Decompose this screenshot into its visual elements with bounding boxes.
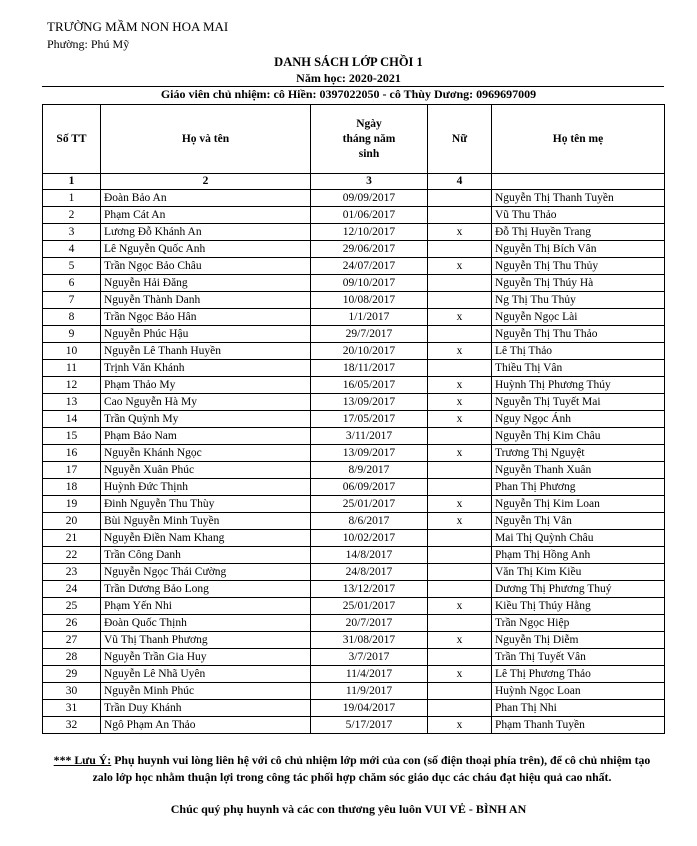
row-number: 17 [43,462,101,479]
row-number: 15 [43,428,101,445]
date-of-birth: 06/09/2017 [311,479,428,496]
date-of-birth: 13/09/2017 [311,445,428,462]
date-of-birth: 3/11/2017 [311,428,428,445]
column-number: 3 [311,174,428,190]
header-stt: Số TT [43,105,101,174]
student-name: Đoàn Bảo An [101,190,311,207]
note-label: *** Lưu Ý: [53,753,112,767]
table-row [43,292,665,309]
female-mark: x [428,717,492,734]
table-row [43,224,665,241]
student-name: Nguyễn Phúc Hậu [101,326,311,343]
table-row [43,683,665,700]
female-mark [428,479,492,496]
student-name: Trần Ngọc Bảo Châu [101,258,311,275]
student-name: Nguyễn Khánh Ngọc [101,445,311,462]
female-mark: x [428,445,492,462]
student-name: Nguyễn Lê Nhã Uyên [101,666,311,683]
row-number: 7 [43,292,101,309]
mother-name: Dương Thị Phương Thuý [492,581,665,598]
mother-name: Huỳnh Ngọc Loan [492,683,665,700]
column-number-row [43,174,665,190]
date-of-birth: 16/05/2017 [311,377,428,394]
school-name: TRƯỜNG MẦM NON HOA MAI [47,19,229,34]
mother-name: Đỗ Thị Huyền Trang [492,224,665,241]
student-name: Trần Dương Bảo Long [101,581,311,598]
date-of-birth: 09/09/2017 [311,190,428,207]
date-of-birth: 31/08/2017 [311,632,428,649]
female-mark [428,207,492,224]
table-row [43,377,665,394]
table-row [43,581,665,598]
date-of-birth: 12/10/2017 [311,224,428,241]
table-row [43,547,665,564]
table-row [43,343,665,360]
row-number: 22 [43,547,101,564]
row-number: 19 [43,496,101,513]
student-name: Trịnh Văn Khánh [101,360,311,377]
mother-name: Phan Thị Phương [492,479,665,496]
row-number: 13 [43,394,101,411]
mother-name: Huỳnh Thị Phương Thúy [492,377,665,394]
column-number [492,174,665,190]
row-number: 14 [43,411,101,428]
student-name: Nguyễn Hải Đăng [101,275,311,292]
student-name: Cao Nguyễn Hà My [101,394,311,411]
mother-name: Kiều Thị Thúy Hằng [492,598,665,615]
female-mark: x [428,666,492,683]
date-of-birth: 10/02/2017 [311,530,428,547]
table-row [43,326,665,343]
date-of-birth: 24/07/2017 [311,258,428,275]
table-row [43,411,665,428]
student-name: Ngô Phạm An Thảo [101,717,311,734]
female-mark [428,360,492,377]
column-number: 1 [43,174,101,190]
female-mark: x [428,258,492,275]
table-row [43,632,665,649]
closing-message: Chúc quý phụ huynh và các con thương yêu luôn VUI VẺ - BÌNH AN [170,802,527,816]
date-of-birth: 17/05/2017 [311,411,428,428]
mother-name: Lê Thị Thảo [492,343,665,360]
student-name: Trần Quỳnh My [101,411,311,428]
female-mark [428,292,492,309]
student-name: Đinh Nguyễn Thu Thùy [101,496,311,513]
female-mark [428,462,492,479]
student-name: Vũ Thị Thanh Phương [101,632,311,649]
row-number: 10 [43,343,101,360]
row-number: 32 [43,717,101,734]
female-mark: x [428,496,492,513]
female-mark: x [428,224,492,241]
female-mark: x [428,513,492,530]
row-number: 18 [43,479,101,496]
table-row [43,615,665,632]
table-row [43,598,665,615]
row-number: 12 [43,377,101,394]
header-mother-name: Họ tên mẹ [492,105,665,174]
table-row [43,445,665,462]
female-mark [428,547,492,564]
female-mark [428,326,492,343]
student-name: Nguyễn Ngọc Thái Cường [101,564,311,581]
female-mark [428,700,492,717]
column-number: 2 [101,174,311,190]
header-female: Nữ [428,105,492,174]
mother-name: Lê Thị Phương Thảo [492,666,665,683]
student-name: Trần Duy Khánh [101,700,311,717]
student-name: Nguyễn Thành Danh [101,292,311,309]
female-mark [428,683,492,700]
mother-name: Phan Thị Nhi [492,700,665,717]
class-list-table [42,104,665,734]
student-name: Phạm Thảo My [101,377,311,394]
student-name: Trần Công Danh [101,547,311,564]
row-number: 6 [43,275,101,292]
female-mark: x [428,309,492,326]
student-name: Huỳnh Đức Thịnh [101,479,311,496]
row-number: 26 [43,615,101,632]
mother-name: Nguyễn Thị Tuyết Mai [492,394,665,411]
mother-name: Nguyễn Thị Diễm [492,632,665,649]
date-of-birth: 25/01/2017 [311,598,428,615]
table-row [43,207,665,224]
mother-name: Nguyễn Thanh Xuân [492,462,665,479]
row-number: 16 [43,445,101,462]
student-name: Bùi Nguyễn Minh Tuyền [101,513,311,530]
row-number: 27 [43,632,101,649]
school-year: Năm học: 2020-2021 [296,71,401,85]
date-of-birth: 14/8/2017 [311,547,428,564]
mother-name: Ng Thị Thu Thủy [492,292,665,309]
table-row [43,530,665,547]
homeroom-teacher: Giáo viên chủ nhiệm: cô Hiền: 0397022050 - cô Thùy Dương: 0969697009 [160,87,537,101]
student-name: Nguyễn Trần Gia Huy [101,649,311,666]
date-of-birth: 13/12/2017 [311,581,428,598]
date-of-birth: 10/08/2017 [311,292,428,309]
female-mark: x [428,632,492,649]
date-of-birth: 01/06/2017 [311,207,428,224]
mother-name: Trần Ngọc Hiệp [492,615,665,632]
mother-name: Thiều Thị Vân [492,360,665,377]
mother-name: Nguyễn Thị Kim Loan [492,496,665,513]
date-of-birth: 20/10/2017 [311,343,428,360]
table-row [43,360,665,377]
mother-name: Phạm Thị Hồng Anh [492,547,665,564]
date-of-birth: 8/9/2017 [311,462,428,479]
row-number: 2 [43,207,101,224]
female-mark [428,190,492,207]
female-mark: x [428,394,492,411]
table-row [43,479,665,496]
date-of-birth: 19/04/2017 [311,700,428,717]
row-number: 5 [43,258,101,275]
mother-name: Nguyễn Thị Bích Vân [492,241,665,258]
date-of-birth: 13/09/2017 [311,394,428,411]
female-mark [428,615,492,632]
female-mark [428,428,492,445]
row-number: 23 [43,564,101,581]
mother-name: Nguyễn Ngọc Lài [492,309,665,326]
student-name: Phạm Bảo Nam [101,428,311,445]
table-row [43,309,665,326]
date-of-birth: 20/7/2017 [311,615,428,632]
female-mark [428,241,492,258]
table-row [43,394,665,411]
date-of-birth: 11/9/2017 [311,683,428,700]
table-row [43,428,665,445]
table-row [43,241,665,258]
mother-name: Nguyễn Thị Kim Châu [492,428,665,445]
table-header-row [43,105,665,174]
table-row [43,513,665,530]
student-name: Phạm Yến Nhi [101,598,311,615]
table-row [43,275,665,292]
date-of-birth: 8/6/2017 [311,513,428,530]
mother-name: Mai Thị Quỳnh Châu [492,530,665,547]
female-mark: x [428,598,492,615]
header-dob: Ngày tháng năm sinh [311,105,428,174]
row-number: 29 [43,666,101,683]
table-row [43,190,665,207]
mother-name: Nguyễn Thị Thu Thảo [492,326,665,343]
row-number: 31 [43,700,101,717]
student-name: Trần Ngọc Bảo Hân [101,309,311,326]
row-number: 11 [43,360,101,377]
student-name: Lương Đỗ Khánh An [101,224,311,241]
date-of-birth: 29/06/2017 [311,241,428,258]
date-of-birth: 18/11/2017 [311,360,428,377]
row-number: 30 [43,683,101,700]
mother-name: Phạm Thanh Tuyền [492,717,665,734]
table-row [43,496,665,513]
mother-name: Nguy Ngọc Ánh [492,411,665,428]
female-mark [428,564,492,581]
student-name: Đoàn Quốc Thịnh [101,615,311,632]
note-text: Phụ huynh vui lòng liên hệ với cô chủ nhiệm lớp mới của con (số điện thoại phía trên), để cô chủ nhiệm tạo zalo lớp học nhằm thuận lợi trong công tác phối hợp chăm sóc giáo dục các cháu đạt hiệu quả cao nhất. [92,753,651,784]
table-row [43,649,665,666]
row-number: 1 [43,190,101,207]
row-number: 3 [43,224,101,241]
female-mark [428,581,492,598]
mother-name: Trương Thị Nguyệt [492,445,665,462]
row-number: 9 [43,326,101,343]
female-mark [428,275,492,292]
row-number: 20 [43,513,101,530]
student-name: Nguyễn Minh Phúc [101,683,311,700]
table-body [43,190,665,734]
mother-name: Nguyễn Thị Thanh Tuyền [492,190,665,207]
mother-name: Trần Thị Tuyết Vân [492,649,665,666]
header-full-name: Họ và tên [101,105,311,174]
table-row [43,564,665,581]
row-number: 4 [43,241,101,258]
date-of-birth: 29/7/2017 [311,326,428,343]
row-number: 25 [43,598,101,615]
date-of-birth: 1/1/2017 [311,309,428,326]
student-name: Nguyễn Xuân Phúc [101,462,311,479]
row-number: 28 [43,649,101,666]
table-row [43,462,665,479]
student-name: Lê Nguyễn Quốc Anh [101,241,311,258]
mother-name: Nguyễn Thị Thúy Hà [492,275,665,292]
date-of-birth: 3/7/2017 [311,649,428,666]
student-name: Nguyễn Lê Thanh Huyền [101,343,311,360]
female-mark [428,649,492,666]
row-number: 21 [43,530,101,547]
female-mark: x [428,343,492,360]
mother-name: Vũ Thu Thảo [492,207,665,224]
row-number: 24 [43,581,101,598]
date-of-birth: 25/01/2017 [311,496,428,513]
student-name: Nguyễn Điền Nam Khang [101,530,311,547]
date-of-birth: 09/10/2017 [311,275,428,292]
mother-name: Văn Thị Kim Kiều [492,564,665,581]
mother-name: Nguyễn Thị Thu Thủy [492,258,665,275]
table-row [43,666,665,683]
document-title: DANH SÁCH LỚP CHỒI 1 [274,55,423,69]
row-number: 8 [43,309,101,326]
female-mark: x [428,377,492,394]
student-name: Phạm Cát An [101,207,311,224]
mother-name: Nguyễn Thị Vân [492,513,665,530]
female-mark [428,530,492,547]
date-of-birth: 5/17/2017 [311,717,428,734]
column-number: 4 [428,174,492,190]
date-of-birth: 24/8/2017 [311,564,428,581]
ward-name: Phường: Phú Mỹ [47,37,130,51]
note-paragraph [44,752,660,786]
date-of-birth: 11/4/2017 [311,666,428,683]
table-row [43,717,665,734]
female-mark: x [428,411,492,428]
table-row [43,700,665,717]
table-row [43,258,665,275]
